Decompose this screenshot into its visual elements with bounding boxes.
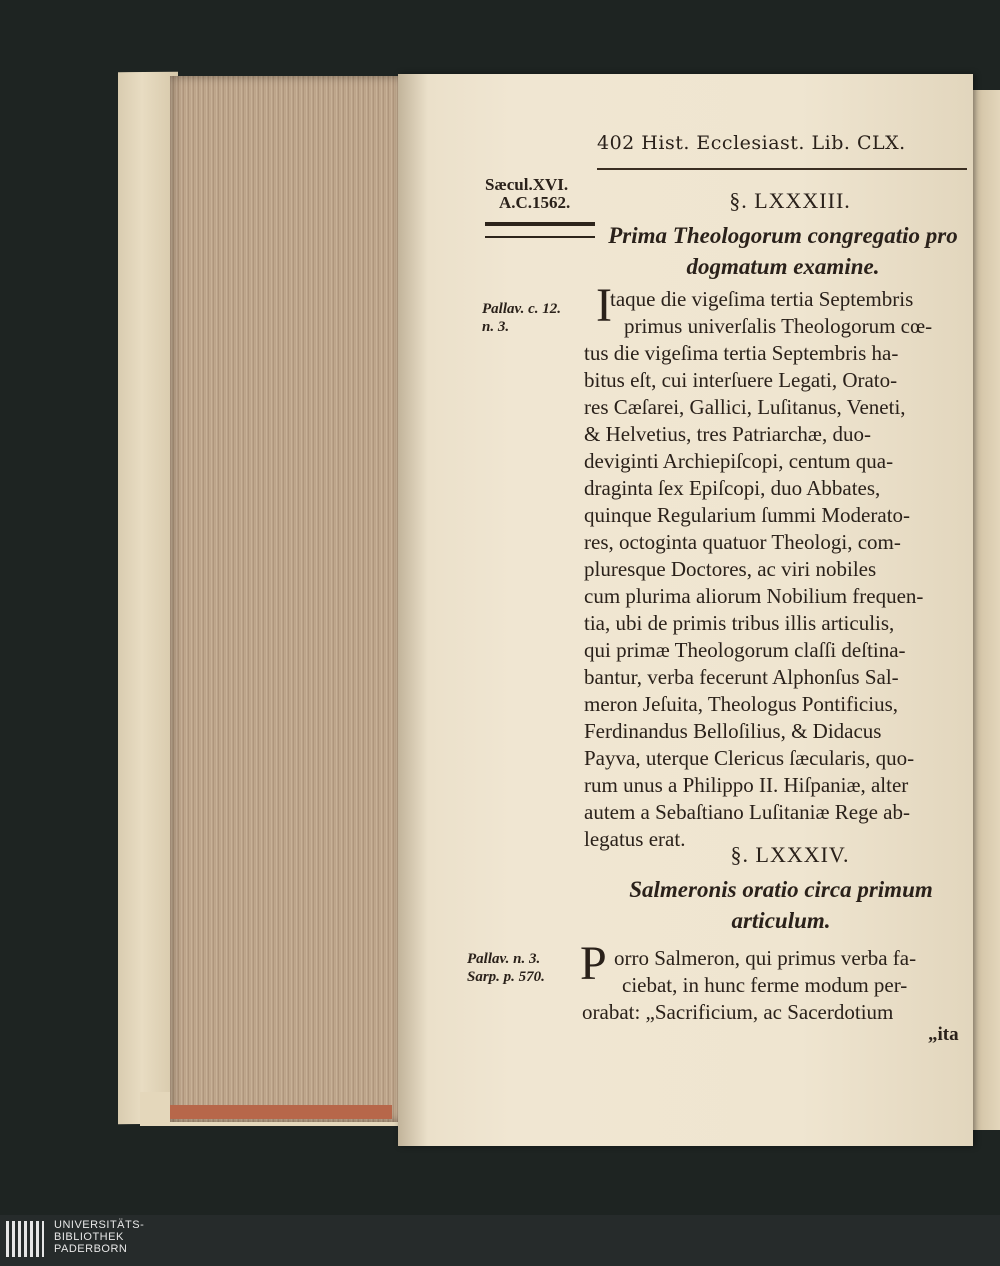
subtitle-line: dogmatum examine. <box>686 254 880 279</box>
subtitle-line: Prima Theologorum congregatio pro <box>608 223 958 248</box>
ornament-rule <box>485 222 595 238</box>
margin-note-pallav-2 <box>467 950 545 986</box>
header-rule <box>597 168 967 170</box>
text-line: autem a Sebaſtiano Luſitaniæ Rege ab- <box>584 800 910 824</box>
book-cover-left <box>118 72 178 1124</box>
text-line: primus univerſalis Theologorum cœ- <box>624 314 933 338</box>
catchword: „ita <box>928 1024 959 1045</box>
text-line: orabat: „Sacrificium, ac Sacerdotium <box>582 1000 894 1024</box>
subtitle-line: articulum. <box>731 908 831 933</box>
text-line: tia, ubi de primis tribus illis articulis, <box>584 611 895 635</box>
margin-line: Pallav. n. 3. <box>467 951 541 967</box>
text-line: draginta ſex Epiſcopi, duo Abbates, <box>584 476 881 500</box>
text-line: cum plurima aliorum Nobilium frequen- <box>584 584 924 608</box>
subtitle-line: Salmeronis oratio circa primum <box>629 877 933 902</box>
section-subtitle-2 <box>596 874 966 936</box>
text-line: taque die vigeſima tertia Septembris <box>610 287 914 311</box>
library-logo-text <box>54 1219 144 1255</box>
paragraph-2 <box>582 945 916 1026</box>
book-edge-red <box>170 1105 392 1119</box>
margin-line: Sarp. p. 570. <box>467 969 545 985</box>
text-line: bantur, verba fecerunt Alphonſus Sal- <box>584 665 899 689</box>
text-line: res, octoginta quatuor Theologi, com- <box>584 530 901 554</box>
text-line: orro Salmeron, qui primus verba fa- <box>614 946 917 970</box>
logo-line: PADERBORN <box>54 1243 128 1255</box>
page-gutter-shadow <box>398 74 428 1146</box>
drop-capital-p: P <box>580 937 607 990</box>
margin-line: n. 3. <box>482 319 510 335</box>
logo-line: UNIVERSITÄTS- <box>54 1219 145 1231</box>
library-logo-icon <box>6 1221 44 1257</box>
margin-line: Sæcul.XVI. <box>485 175 569 194</box>
margin-note-pallav-1 <box>482 300 561 336</box>
text-line: res Cæſarei, Gallici, Luſitanus, Veneti, <box>584 395 906 419</box>
text-line: deviginti Archiepiſcopi, centum qua- <box>584 449 894 473</box>
margin-line: A.C.1562. <box>499 193 571 212</box>
text-line: meron Jeſuita, Theologus Pontificius, <box>584 692 898 716</box>
paragraph-1 <box>584 286 932 853</box>
section-subtitle-1 <box>598 220 968 282</box>
logo-line: BIBLIOTHEK <box>54 1231 124 1243</box>
text-line: quinque Regularium ſummi Moderato- <box>584 503 911 527</box>
text-line: tus die vigeſima tertia Septembris ha- <box>584 341 899 365</box>
text-line: Payva, uterque Clericus ſæcularis, quo- <box>584 746 915 770</box>
text-line: & Helvetius, tres Patriarchæ, duo- <box>584 422 871 446</box>
margin-note-date <box>485 176 570 212</box>
margin-line: Pallav. c. 12. <box>482 301 562 317</box>
text-line: bitus eſt, cui interſuere Legati, Orato- <box>584 368 898 392</box>
drop-capital-i: I <box>596 279 612 332</box>
text-line: qui primæ Theologorum claſſi deſtina- <box>584 638 906 662</box>
book-fore-edge <box>170 76 420 1122</box>
text-line: ciebat, in hunc ferme modum per- <box>622 973 908 997</box>
text-line: Ferdinandus Belloſilius, & Didacus <box>584 719 882 743</box>
section-heading-lxxxiii: §. LXXXIII. <box>729 188 851 213</box>
text-line: pluresque Doctores, ac viri nobiles <box>584 557 877 581</box>
library-footer <box>0 1215 1000 1266</box>
running-header: 402 Hist. Ecclesiast. Lib. CLX. <box>597 132 906 154</box>
text-line: legatus erat. <box>584 827 686 851</box>
section-heading-lxxxiv: §. LXXXIV. <box>730 842 850 867</box>
text-line: rum unus a Philippo II. Hiſpaniæ, alter <box>584 773 909 797</box>
